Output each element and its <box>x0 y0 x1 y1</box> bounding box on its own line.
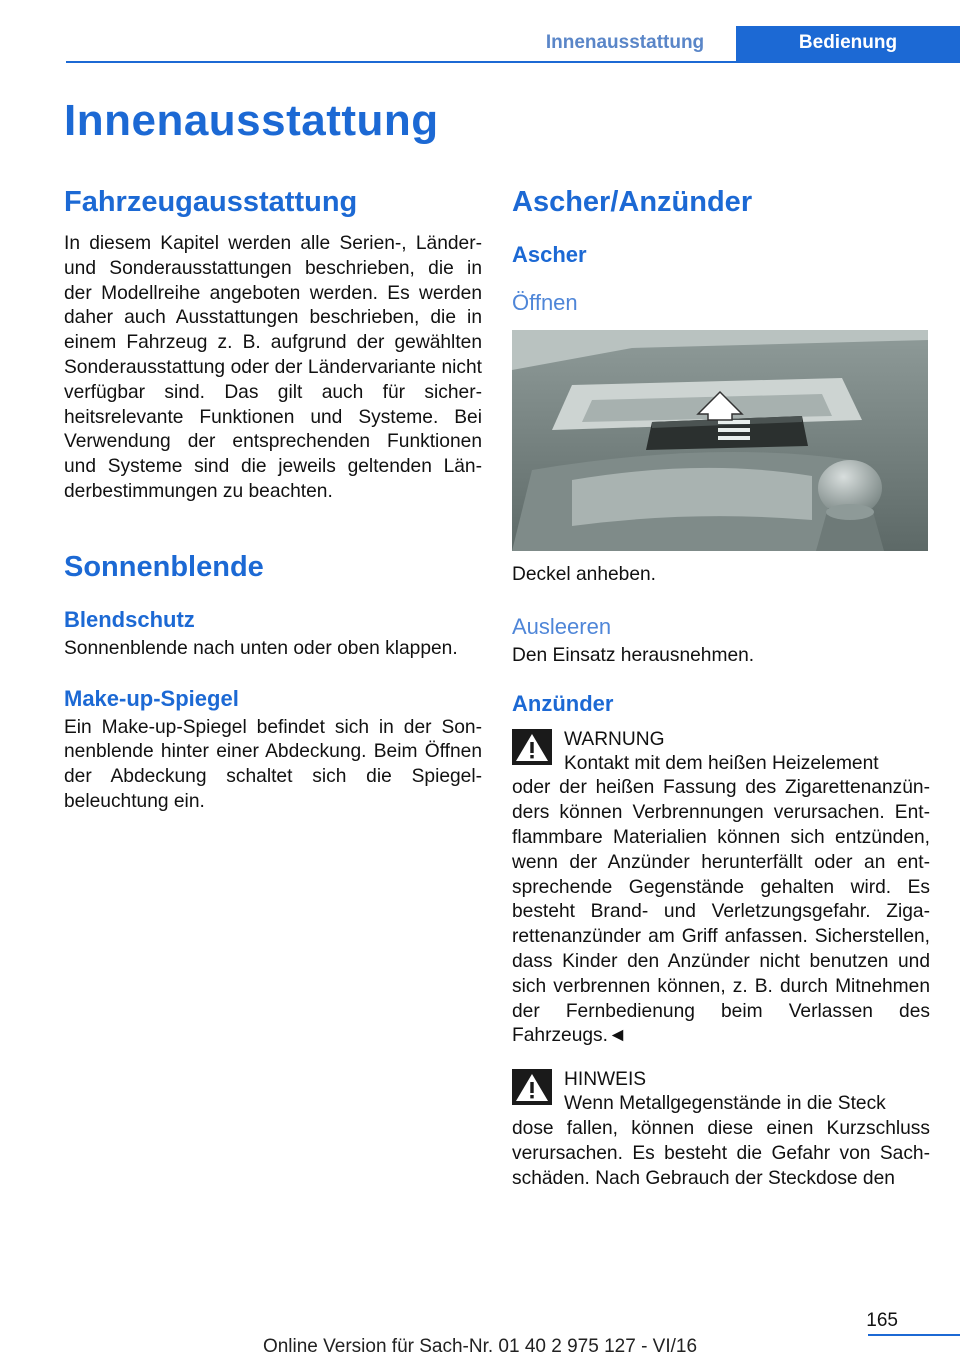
heading-oeffnen: Öffnen <box>512 290 578 315</box>
heading-ausleeren: Ausleeren <box>512 613 612 639</box>
header-rule <box>66 61 960 63</box>
heading-makeup-spiegel: Make-up-Spiegel <box>64 685 239 711</box>
notice-text: dose fallen, können diese einen Kurzschluss verursachen. Es besteht die Gefahr von Sachschäden. Nach Gebrauch der Steckdose den <box>512 1117 930 1189</box>
header-chapter-tab[interactable]: Bedienung <box>736 26 960 62</box>
heading-ascher: Ascher <box>512 242 587 267</box>
warning-triangle-icon <box>512 729 552 765</box>
page-title: Innenausstattung <box>64 96 439 145</box>
notice-label: HINWEIS <box>564 1069 647 1091</box>
ashtray-photo <box>512 330 928 551</box>
footer-note: Online Version für Sach-Nr. 01 40 2 975 127 - VI/16 <box>262 1336 698 1357</box>
notice-first-line: Wenn Metallgegenstände in die Steck <box>564 1093 886 1115</box>
paragraph-blendschutz: Sonnenblende nach unten oder oben klappen. <box>64 637 458 659</box>
page-number: 165 <box>866 1310 898 1331</box>
heading-sonnenblende: Sonnenblende <box>64 550 264 583</box>
photo-caption: Deckel anheben. <box>512 564 657 585</box>
paragraph-ausleeren: Den Einsatz herausnehmen. <box>512 644 755 666</box>
heading-anzuender: Anzünder <box>512 690 614 716</box>
warning-text: oder der heißen Fassung des Zigarettenanzünders können Verbrennungen verursachen. Entflammbare Materialien können sich entzünden, wenn der Anzünder herunterfällt oder an entsprechende Gegenstände gehalten wird. Es besteht Brand- und Verletzungsgefahr. Zigarettenanzünder am Griff anfassen. Sicherstellen, dass Kinder den Anzünder nicht benutzen und sich verbrennen können, z. B. durch Mitnehmen der Fernbedienung beim Verlassen des Fahrzeugs.◄ <box>512 777 930 1047</box>
notice-triangle-icon <box>512 1069 552 1105</box>
heading-ascher-anzuender: Ascher/Anzünder <box>512 186 753 218</box>
right-column <box>512 180 930 1191</box>
paragraph-makeup-spiegel: Ein Make-up-Spiegel befindet sich in der Sonnenblende hinter einer Abdeckung. Beim Öffnen der Abdeckung schaltet sich die Spiegelbeleuchtung ein. <box>64 716 482 812</box>
heading-fahrzeugausstattung: Fahrzeugausstattung <box>64 186 358 218</box>
warning-label: WARNUNG <box>564 728 665 750</box>
header-section-tab[interactable]: Innenausstattung <box>545 32 705 53</box>
notice-box <box>512 1067 930 1191</box>
left-column <box>64 180 482 815</box>
heading-blendschutz: Blendschutz <box>64 606 195 632</box>
warning-first-line: Kontakt mit dem heißen Heizelement <box>564 752 879 774</box>
warning-box <box>512 727 930 1050</box>
paragraph-fahrzeugausstattung: In diesem Kapitel werden alle Serien-, Länder- und Sonderausstattungen beschrieben, die in der Modellreihe angeboten werden. Es werden daher auch Ausstattungen beschrieben, die in einem Fahrzeug z. B. aufgrund der gewählten Sonderausstattung oder der Ländervariante nicht verfügbar sind. Das gilt auch für sicherheitsrelevante Funktionen und Systeme. Bei Verwendung der entsprechenden Funktionen und Systeme sind die jeweils geltenden Länderbestimmungen zu beachten. <box>64 233 482 502</box>
